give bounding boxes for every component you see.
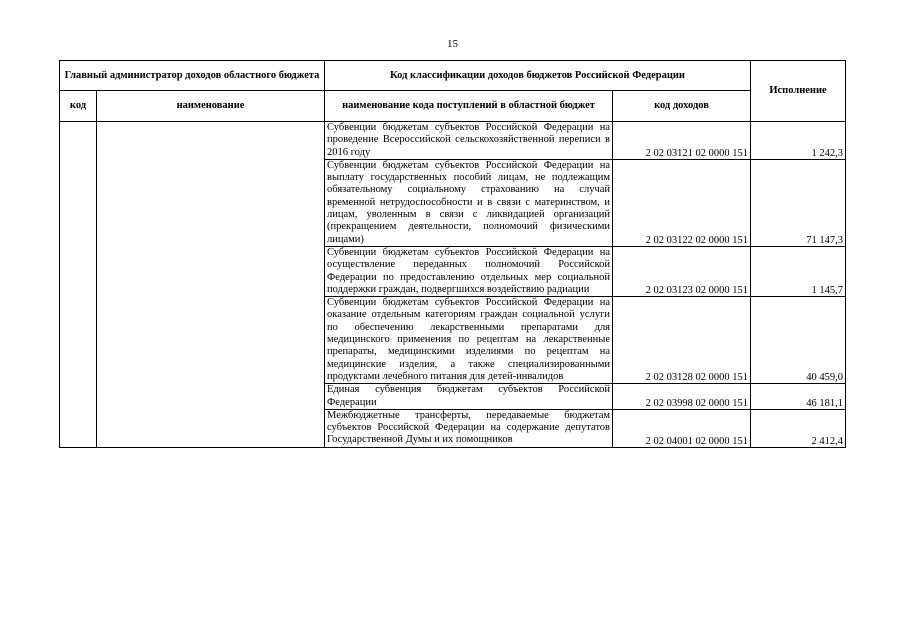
page-number: 15 xyxy=(447,38,458,50)
income-code-cell: 2 02 03998 02 0000 151 xyxy=(613,384,751,410)
income-name-cell: Субвенции бюджетам субъектов Российской Федерации на выплату государственных пособий лицам, не подлежащим обязательному социальному страхованию на случай временной нетрудоспособности и в связи с материнством, и лицам, уволенным в связи с ликвидацией организаций (прекращением деятельности, полномочий физическими лицами) xyxy=(325,159,613,246)
header-income-code: код доходов xyxy=(613,91,751,122)
amount-cell: 1 145,7 xyxy=(751,246,846,296)
income-name-cell: Субвенции бюджетам субъектов Российской Федерации на осуществление переданных полномочий Российской Федерации по предоставлению отдельных мер социальной поддержки граждан, подвергшихся воздействию радиации xyxy=(325,246,613,296)
table-row xyxy=(60,122,846,160)
amount-cell: 2 412,4 xyxy=(751,409,846,447)
income-code-cell: 2 02 03122 02 0000 151 xyxy=(613,159,751,246)
admin-code-cell xyxy=(60,122,97,448)
header-execution: Исполнение xyxy=(751,61,846,122)
amount-cell: 1 242,3 xyxy=(751,122,846,160)
header-admin-group: Главный администратор доходов областного бюджета xyxy=(60,61,325,91)
income-code-cell: 2 02 03121 02 0000 151 xyxy=(613,122,751,160)
header-classification-group: Код классификации доходов бюджетов Российской Федерации xyxy=(325,61,751,91)
header-admin-code: код xyxy=(60,91,97,122)
income-name-cell: Единая субвенция бюджетам субъектов Российской Федерации xyxy=(325,384,613,410)
amount-cell: 71 147,3 xyxy=(751,159,846,246)
income-code-cell: 2 02 03128 02 0000 151 xyxy=(613,297,751,384)
header-admin-name: наименование xyxy=(97,91,325,122)
admin-name-cell xyxy=(97,122,325,448)
amount-cell: 40 459,0 xyxy=(751,297,846,384)
amount-cell: 46 181,1 xyxy=(751,384,846,410)
income-name-cell: Межбюджетные трансферты, передаваемые бюджетам субъектов Российской Федерации на содержание депутатов Государственной Думы и их помощников xyxy=(325,409,613,447)
income-name-cell: Субвенции бюджетам субъектов Российской Федерации на проведение Всероссийской сельскохозяйственной переписи в 2016 году xyxy=(325,122,613,160)
budget-table xyxy=(59,60,846,448)
header-income-code-name: наименование кода поступлений в областной бюджет xyxy=(325,91,613,122)
income-name-cell: Субвенции бюджетам субъектов Российской Федерации на оказание отдельным категориям граждан социальной услуги по обеспечению лекарственными препаратами для медицинского применения по рецептам на лекарственные препараты, медицинскими изделиями по рецептам на медицинские изделия, а также специализированными продуктами лечебного питания для детей-инвалидов xyxy=(325,297,613,384)
income-code-cell: 2 02 04001 02 0000 151 xyxy=(613,409,751,447)
income-code-cell: 2 02 03123 02 0000 151 xyxy=(613,246,751,296)
